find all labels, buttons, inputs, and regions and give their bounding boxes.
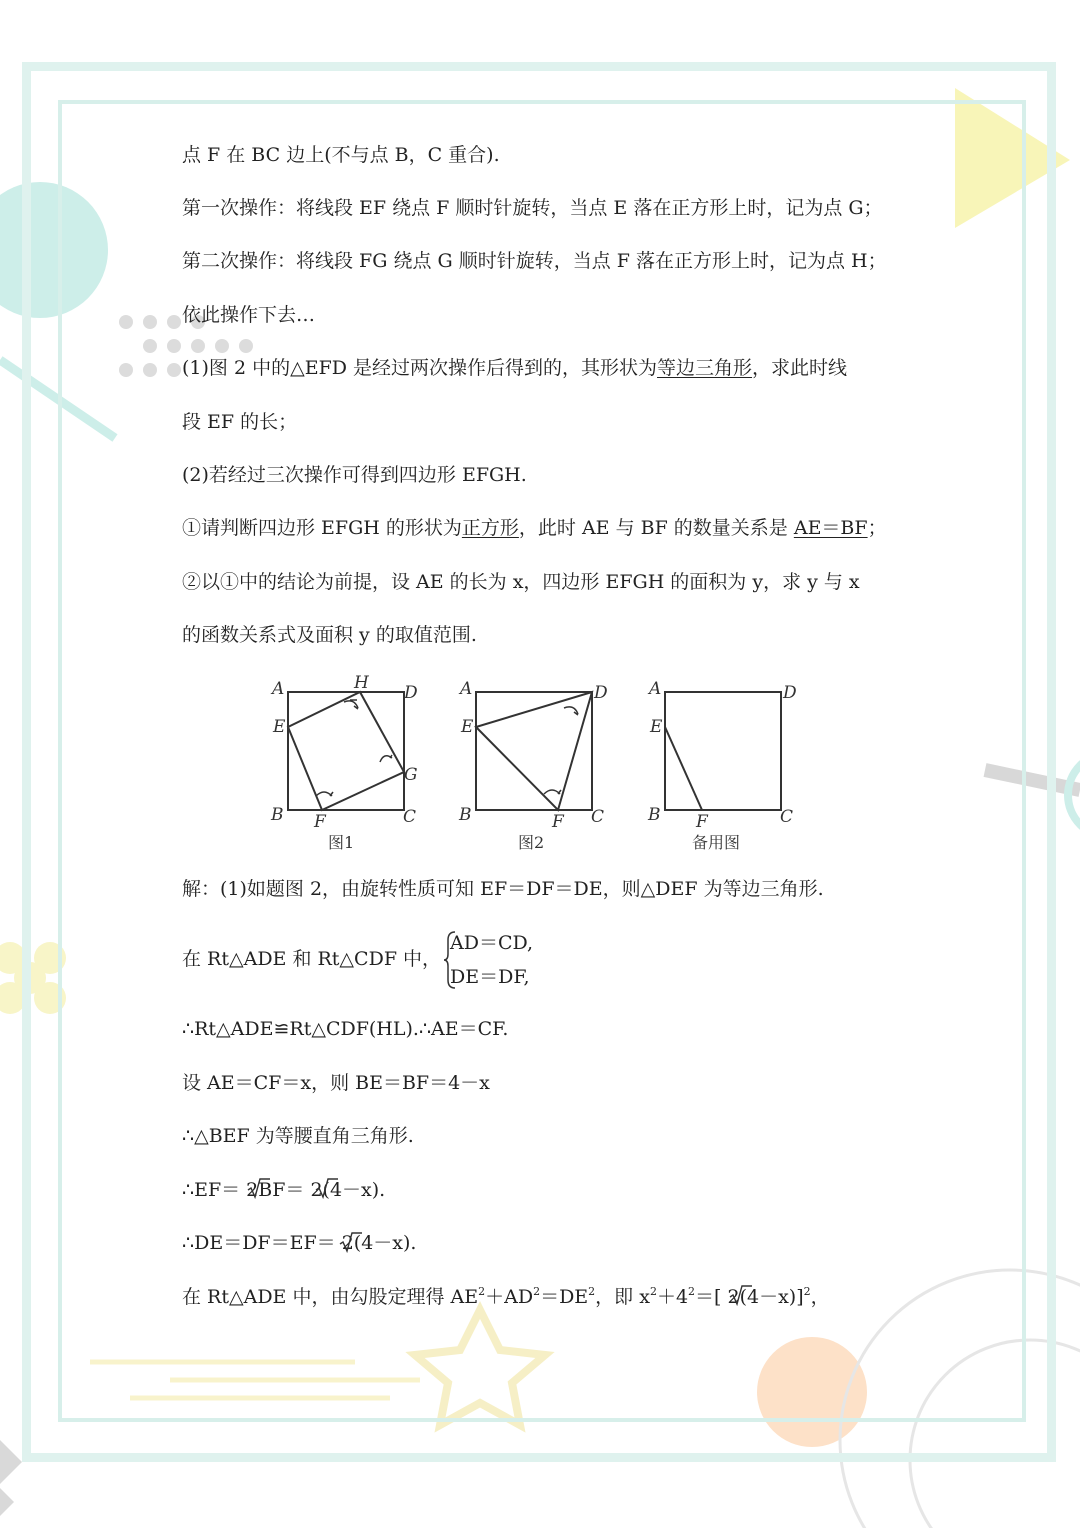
figure-3-caption: 备用图: [692, 833, 741, 852]
solution-line-4: 设 AE＝CF＝x，则 BE＝BF＝4－x: [182, 1072, 490, 1094]
fig1-label-c: C: [403, 807, 417, 827]
solution-line-3: ∴Rt△ADE≌Rt△CDF(HL).∴AE＝CF.: [182, 1018, 509, 1040]
fig2-label-a: A: [460, 679, 473, 699]
solution-line-6: ∴EF＝ 2BF＝ 2(4－x).: [182, 1179, 386, 1201]
system-equation-2: DE＝DF,: [450, 966, 530, 988]
fig1-label-e: E: [273, 717, 286, 737]
solution-line-5: ∴△BEF 为等腰直角三角形.: [182, 1125, 414, 1147]
figure-1-caption: 图1: [328, 833, 355, 852]
fig1-label-h: H: [354, 673, 369, 693]
fig1-label-a: A: [272, 679, 285, 699]
superscript: 2: [533, 1285, 541, 1298]
fig2-label-b: B: [459, 805, 472, 825]
question-2-sub-2-line-2: 的函数关系式及面积 y 的取值范围.: [182, 624, 477, 646]
solution-line-7: ∴DE＝DF＝EF＝ 2(4－x).: [182, 1232, 417, 1254]
superscript: 2: [688, 1285, 696, 1298]
pythagoras-text-d: ，即 x: [595, 1286, 650, 1308]
question-1-text: (1)图 2 中的△EFD 是经过两次操作后得到的，其形状为: [182, 357, 658, 379]
sub-1-answer-relation: AE＝BF: [793, 517, 868, 539]
superscript: 2: [588, 1285, 596, 1298]
fig3-label-c: C: [780, 807, 794, 827]
text-line-4: 依此操作下去…: [182, 304, 316, 326]
fig1-label-f: F: [314, 812, 326, 832]
pythagoras-text-f: ＝[ 2(4－x)]: [695, 1286, 804, 1308]
system-equation-1: AD＝CD,: [450, 932, 534, 954]
question-1-text-2: ，求此时线: [752, 357, 848, 379]
pythagoras-text-g: ，: [810, 1286, 830, 1308]
question-2-sub-2: ②以①中的结论为前提，设 AE 的长为 x，四边形 EFGH 的面积为 y，求 y 与 x: [182, 571, 860, 593]
fig2-label-f: F: [552, 812, 564, 832]
superscript: 2: [649, 1285, 657, 1298]
fig2-label-d: D: [594, 683, 608, 703]
figure-2-caption: 图2: [518, 833, 545, 852]
solution-line-2-prefix: 在 Rt△ADE 和 Rt△CDF 中，: [182, 948, 442, 970]
sub-1-text-3: ；: [867, 517, 887, 539]
pythagoras-text-e: ＋4: [656, 1286, 689, 1308]
fig1-label-b: B: [271, 805, 284, 825]
text-line-3: 第二次操作：将线段 FG 绕点 G 顺时针旋转，当点 F 落在正方形上时，记为点 H；: [182, 250, 887, 272]
fig3-label-e: E: [650, 717, 663, 737]
superscript: 2: [478, 1285, 486, 1298]
fig2-label-c: C: [591, 807, 605, 827]
text-line-2: 第一次操作：将线段 EF 绕点 F 顺时针旋转，当点 E 落在正方形上时，记为点 G；: [182, 197, 883, 219]
question-2-intro: (2)若经过三次操作可得到四边形 EFGH.: [182, 464, 527, 486]
fig3-label-b: B: [648, 805, 661, 825]
pythagoras-text-b: ＋AD: [485, 1286, 534, 1308]
question-1-line-2: 段 EF 的长；: [182, 411, 298, 433]
question-1-answer: 等边三角形: [657, 357, 753, 379]
fig2-label-e: E: [461, 717, 474, 737]
fig1-label-g: G: [404, 765, 418, 785]
solution-line-1: 解：(1)如题图 2，由旋转性质可知 EF＝DF＝DE，则△DEF 为等边三角形.: [182, 878, 824, 900]
fig3-label-d: D: [783, 683, 797, 703]
fig3-label-f: F: [696, 812, 708, 832]
superscript: 2: [803, 1285, 811, 1298]
sub-1-text-2: ，此时 AE 与 BF 的数量关系是: [518, 517, 794, 539]
pythagoras-text-a: 在 Rt△ADE 中，由勾股定理得 AE: [182, 1286, 479, 1308]
fig3-label-a: A: [649, 679, 662, 699]
sub-1-answer-shape: 正方形: [461, 517, 519, 539]
fig1-label-d: D: [404, 683, 418, 703]
pythagoras-text-c: ＝DE: [540, 1286, 589, 1308]
text-line-1: 点 F 在 BC 边上(不与点 B，C 重合).: [182, 144, 500, 166]
sub-1-text: ①请判断四边形 EFGH 的形状为: [182, 517, 462, 539]
